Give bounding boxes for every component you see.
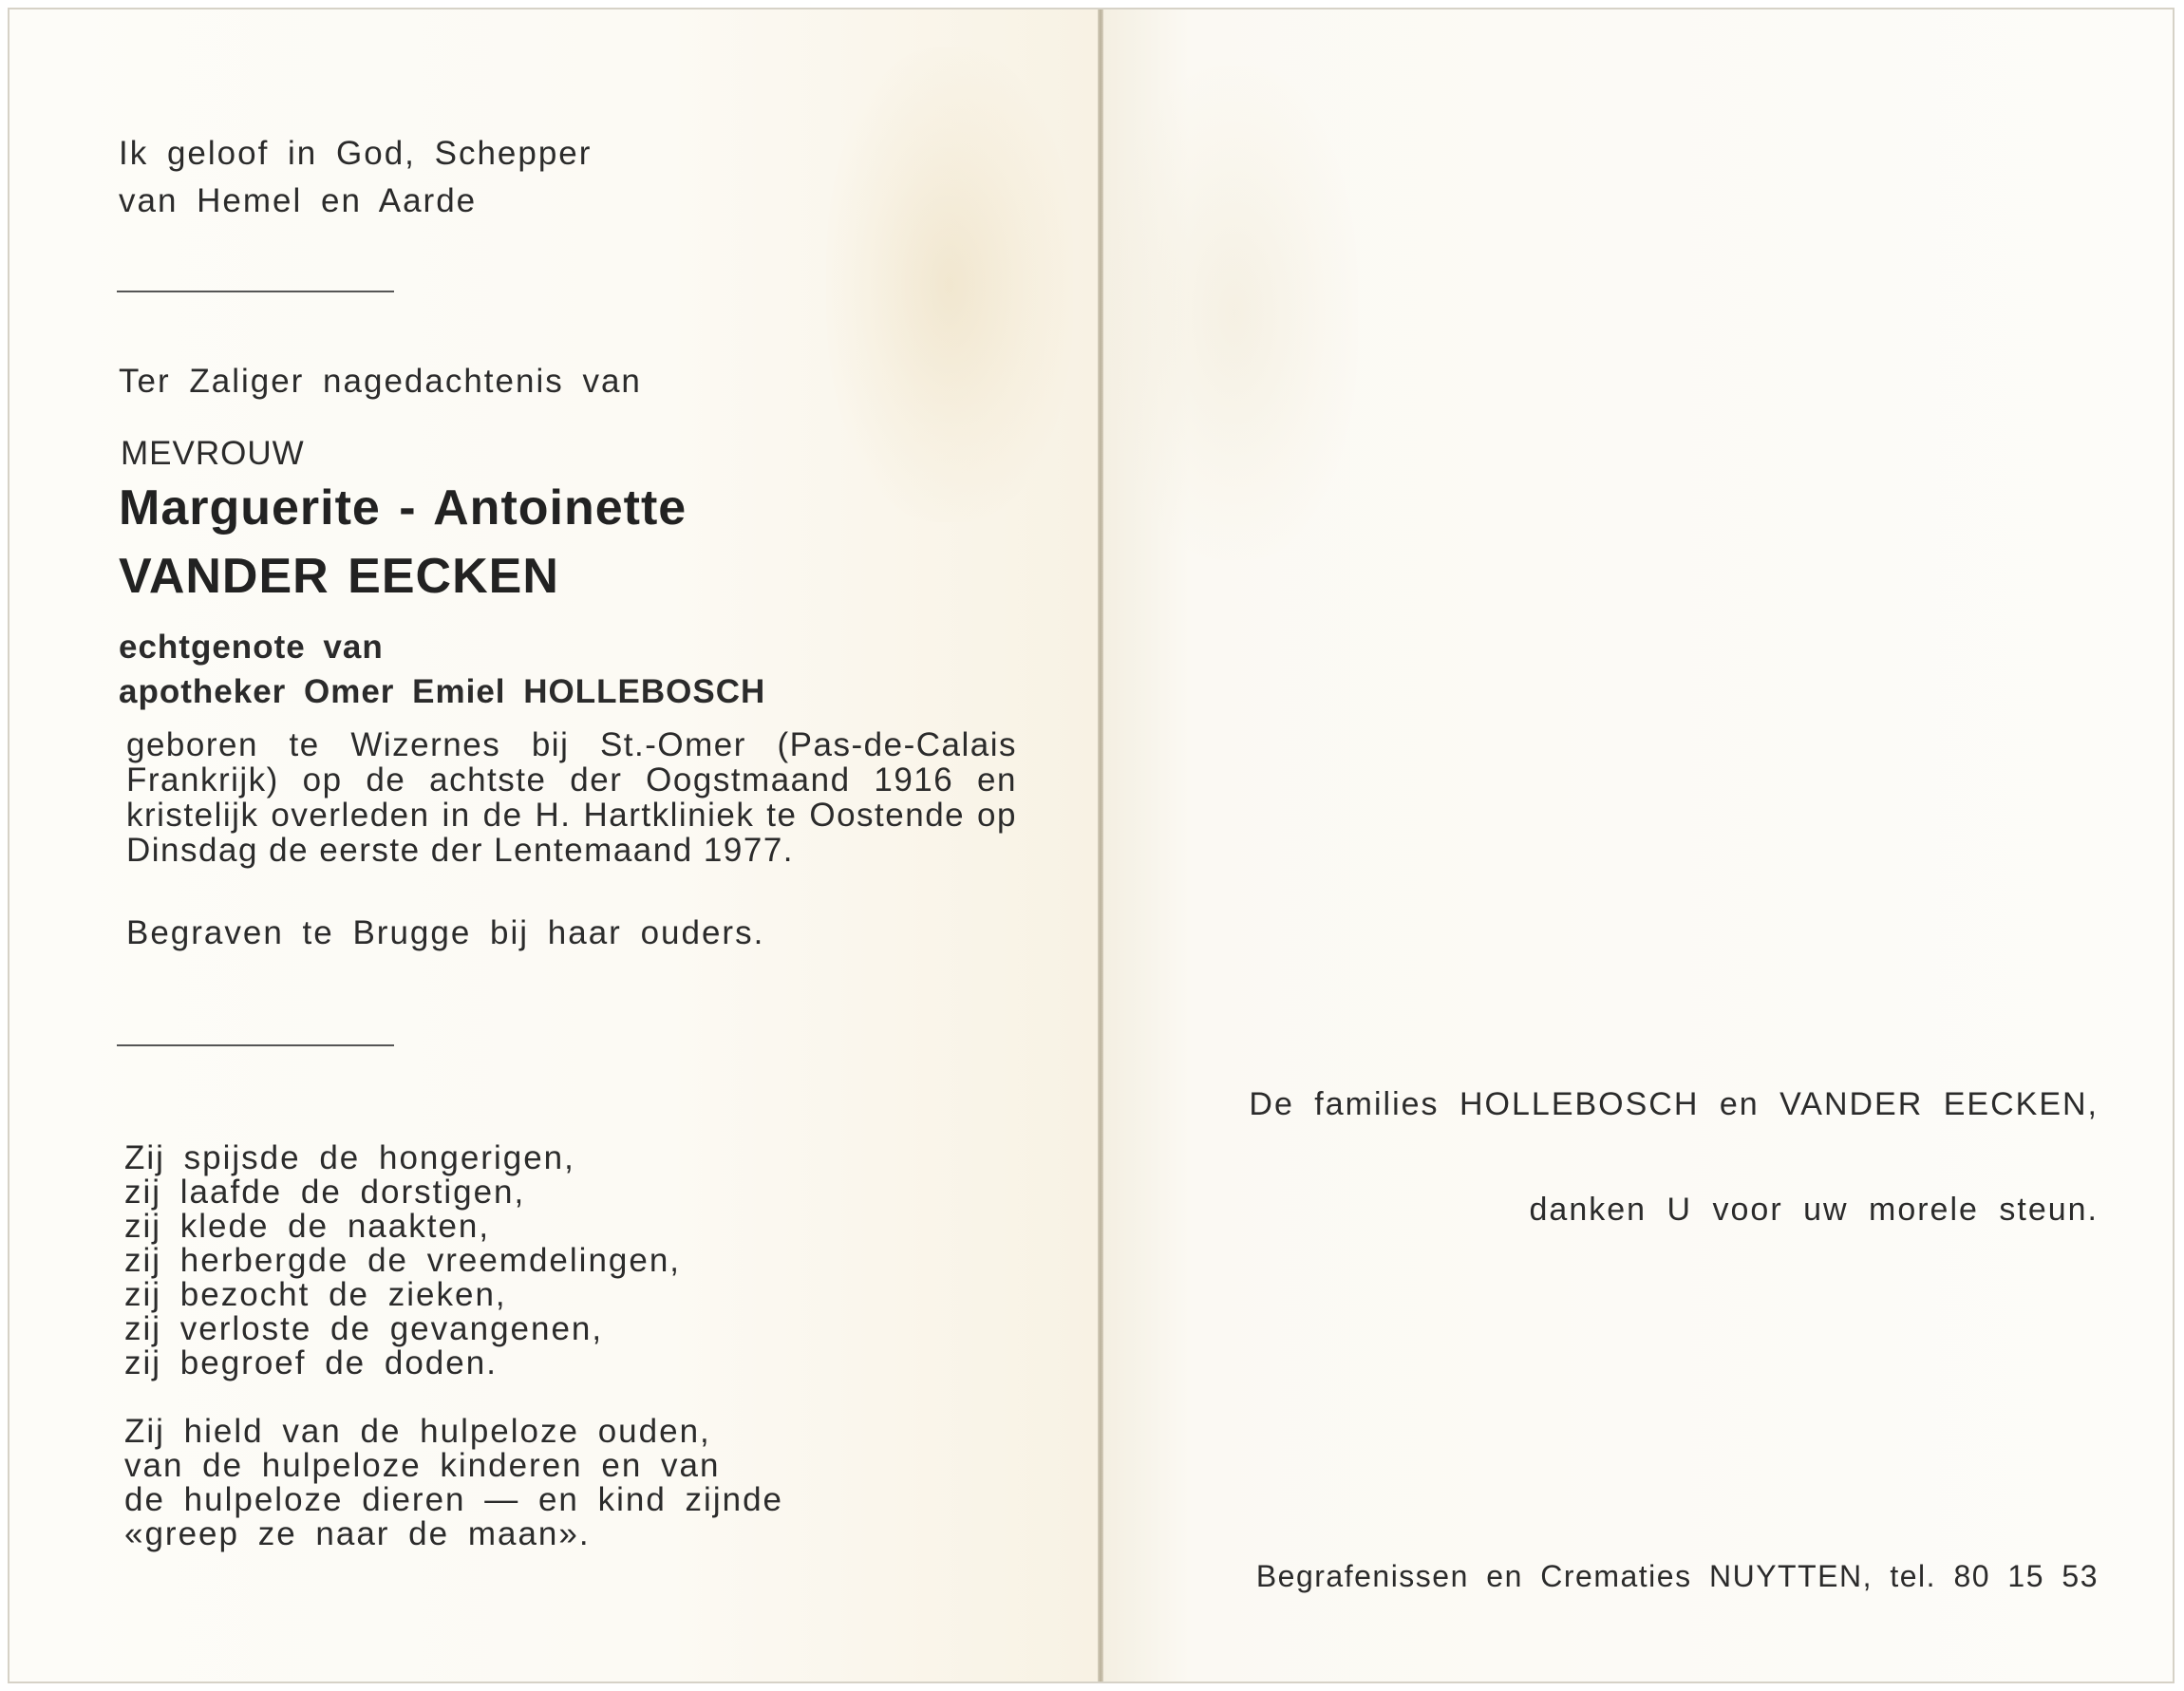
- verse-line: zij verloste de gevangenen,: [124, 1310, 604, 1347]
- burial-text: Begraven te Brugge bij haar ouders.: [126, 914, 765, 951]
- verse-line: zij begroef de doden.: [124, 1344, 498, 1381]
- deceased-first-name: Marguerite - Antoinette: [119, 480, 687, 535]
- verse-line: zij bezocht de zieken,: [124, 1276, 507, 1313]
- undertaker-line: Begrafenissen en Crematies NUYTTEN, tel. 80 15 53: [1255, 1559, 2099, 1593]
- verse-line: Zij spijsde de hongerigen,: [124, 1139, 575, 1176]
- divider-top: [117, 291, 394, 292]
- thanks-message: danken U voor uw morele steun.: [1529, 1192, 2099, 1228]
- paper-stain-right: [1111, 66, 1358, 560]
- memorial-card: [8, 8, 2175, 1683]
- spouse-label: echtgenote van: [119, 629, 384, 666]
- verse-charity: [124, 1141, 681, 1381]
- creed-line-1: Ik geloof in God, Schepper: [119, 135, 593, 172]
- spouse-name: apotheker Omer Emiel HOLLEBOSCH: [119, 673, 766, 710]
- verse-line: zij herbergde de vreemdelingen,: [124, 1242, 682, 1279]
- verse-line: van de hulpeloze kinderen en van: [124, 1447, 721, 1484]
- divider-bottom: [117, 1044, 394, 1046]
- intro-text: Ter Zaliger nagedachtenis van: [119, 363, 642, 400]
- paper-stain: [826, 47, 1073, 522]
- verse-line: zij laafde de dorstigen,: [124, 1174, 526, 1211]
- deceased-last-name: VANDER EECKEN: [119, 549, 559, 604]
- thanks-families: De families HOLLEBOSCH en VANDER EECKEN,: [1249, 1086, 2099, 1122]
- title-prefix: MEVROUW: [121, 435, 305, 472]
- verse-line: Zij hield van de hulpeloze ouden,: [124, 1413, 711, 1450]
- creed-line-2: van Hemel en Aarde: [119, 182, 478, 219]
- biography: geboren te Wizernes bij St.-Omer (Pas-de-Calais Frankrijk) op de achtste der Oogstmaand 1916 en kristelijk overleden in de H. Hartkliniek te Oostende op Dinsdag de eerste der Lentemaand 1977.: [126, 726, 1017, 869]
- card-fold: [1098, 9, 1103, 1682]
- verse-line: zij klede de naakten,: [124, 1208, 491, 1245]
- verse-line: de hulpeloze dieren — en kind zijnde: [124, 1481, 783, 1518]
- verse-line: «greep ze naar de maan».: [124, 1515, 591, 1552]
- verse-helpless: [124, 1415, 783, 1551]
